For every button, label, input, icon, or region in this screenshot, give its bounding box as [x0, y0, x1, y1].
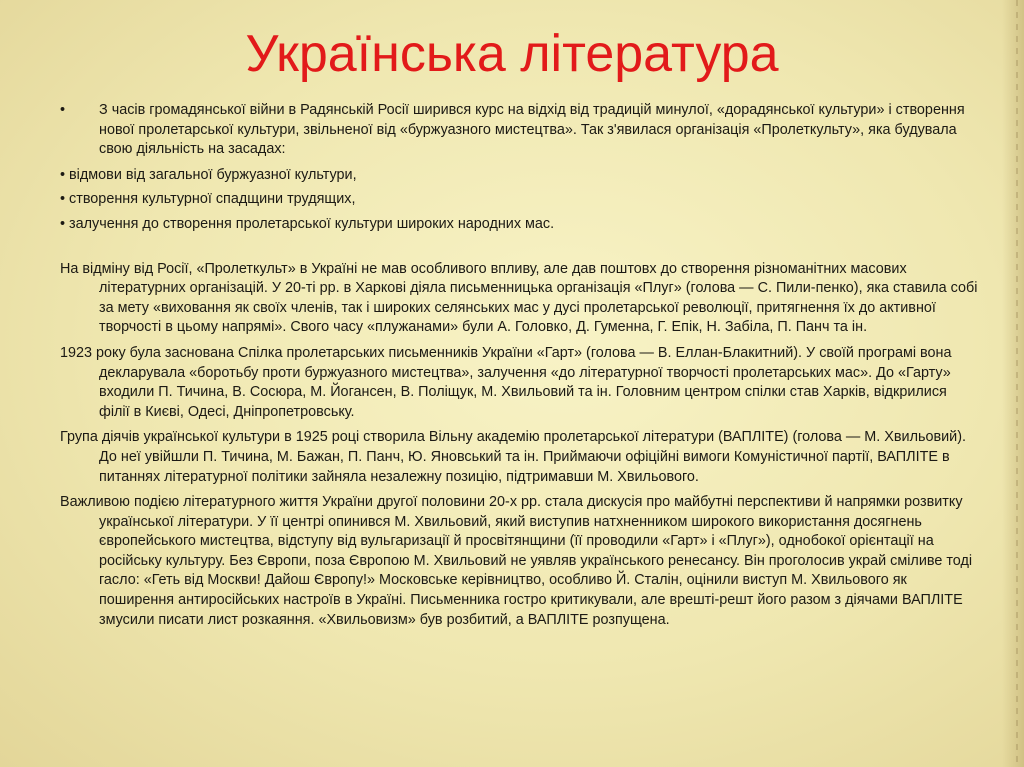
- page-edge-decoration: [1002, 0, 1024, 767]
- intro-paragraph: [60, 101, 978, 160]
- slide-title: Українська література: [245, 25, 779, 83]
- intro-text: З часів громадянської війни в Радянській Росії ширився курс на відхід від традицій минулої, «дорадянської культури» і створення нової пролетарської культури, звільненої від «буржуазного мистецтва». Так з'явилася організація «Пролеткульту», яка будувала свою діяльність на засадах:: [99, 102, 965, 158]
- paragraph-discussion: Важливою подією літературного життя України другої половини 20-х рр. стала дискусія про майбутні перспективи й напрямки розвитку української літератури. У її центрі опинився М. Хвильовий, який виступив натхненником широкого використання досягнень європейського мистецтва, відступу від вульгаризації й просвітянщини (її проводили «Гарт» і «Плуг»), однобокої орієнтації на російську культуру. Без Європи, поза Європою М. Хвильовий не уявляв українського ренесансу. Він проголосив украй сміливе тоді гасло: «Геть від Москви! Дайош Європу!» Московське керівництво, особливо Й. Сталін, оцінили виступ М. Хвильового як поширення антиросійських настроїв в Україні. Письменника гостро критикували, але врешті-решт його разом з діячами ВАПЛІТЕ змусили писати лист розкаяння. «Хвильовизм» був розбитий, а ВАПЛІТЕ розпущена.: [60, 494, 973, 628]
- bullet-icon: •: [60, 102, 66, 118]
- list-item: • залучення до створення пролетарської культури широких народних мас.: [60, 215, 555, 232]
- spacer: [60, 235, 978, 260]
- paragraph-proletkult: На відміну від Росії, «Пролеткульт» в Україні не мав особливого впливу, але дав поштовх до створення різноманітних масових літературних організацій. У 20-ті рр. в Харкові діяла письменницька організація «Плуг» (голова — С. Пили-пенко), яка ставила собі за мету «виховання як своїх членів, так і широких селянських мас у дусі пролетарської революції, притягнення їх до активної творчості в цьому напрямі». Свого часу «плужанами» були А. Головко, Д. Гуменна, Г. Епік, Н. Забіла, П. Панч та ін.: [60, 260, 978, 336]
- slide-content: [60, 101, 978, 630]
- list-item: • створення культурної спадщини трудящих,: [60, 191, 356, 208]
- paragraph-vaplite: Група діячів української культури в 1925 році створила Вільну академію пролетарської літератури (ВАПЛІТЕ) (голова — М. Хвильовий). До неї увійшли П. Тичина, М. Бажан, П. Панч, Ю. Яновський та ін. Приймаючи офіційні вимоги Комуністичної партії, ВАПЛІТЕ в питаннях літературної політики зайняла незалежну позицію, підтримавши М. Хвильового.: [60, 429, 966, 485]
- paragraph-hart: 1923 року була заснована Спілка пролетарських письменників України «Гарт» (голова — В. Еллан-Блакитний). У своїй програмі вона декларувала «боротьбу проти буржуазного мистецтва», залучення «до літературної творчості пролетарських мас». До «Гарту» входили П. Тичина, В. Сосюра, М. Йогансен, В. Поліщук, М. Хвильовий та ін. Головним центром спілки став Харків, відкрилися філії в Києві, Одесі, Дніпропетровську.: [60, 344, 952, 420]
- list-item: • відмови від загальної буржуазної культури,: [60, 166, 357, 183]
